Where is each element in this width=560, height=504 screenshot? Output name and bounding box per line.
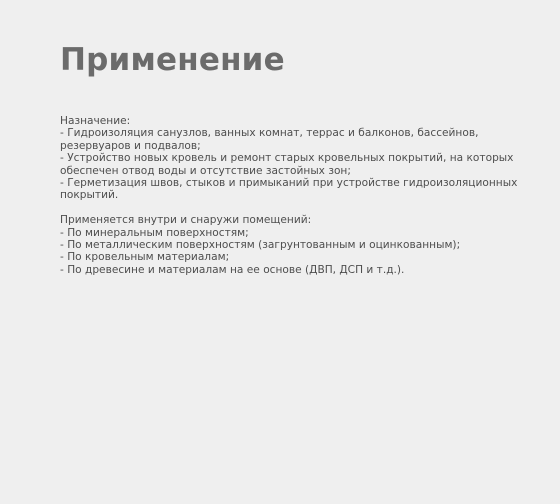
- usage-section: [60, 214, 525, 276]
- purpose-line: - Устройство новых кровель и ремонт старых кровельных покрытий, на которых: [60, 152, 514, 165]
- paragraph-spacer: [60, 202, 525, 214]
- purpose-heading: Назначение:: [60, 115, 131, 127]
- usage-line: - По металлическим поверхностям (загрунтованным и оцинкованным);: [60, 239, 461, 252]
- usage-line: - По древесине и материалам на ее основе (ДВП, ДСП и т.д.).: [60, 263, 405, 276]
- description-text: [60, 115, 525, 276]
- purpose-section: [60, 115, 525, 202]
- usage-line: - По минеральным поверхностям;: [60, 226, 249, 239]
- usage-line: - По кровельным материалам;: [60, 251, 230, 264]
- purpose-line: покрытий.: [60, 189, 119, 202]
- purpose-line: обеспечен отвод воды и отсутствие застойных зон;: [60, 164, 351, 177]
- purpose-line: - Гидроизоляция санузлов, ванных комнат, террас и балконов, бассейнов,: [60, 127, 479, 140]
- purpose-line: - Герметизация швов, стыков и примыканий при устройстве гидроизоляционных: [60, 177, 518, 190]
- usage-heading: Применяется внутри и снаружи помещений:: [60, 214, 312, 227]
- purpose-line: резервуаров и подвалов;: [60, 139, 201, 152]
- page-title: Применение: [60, 42, 285, 78]
